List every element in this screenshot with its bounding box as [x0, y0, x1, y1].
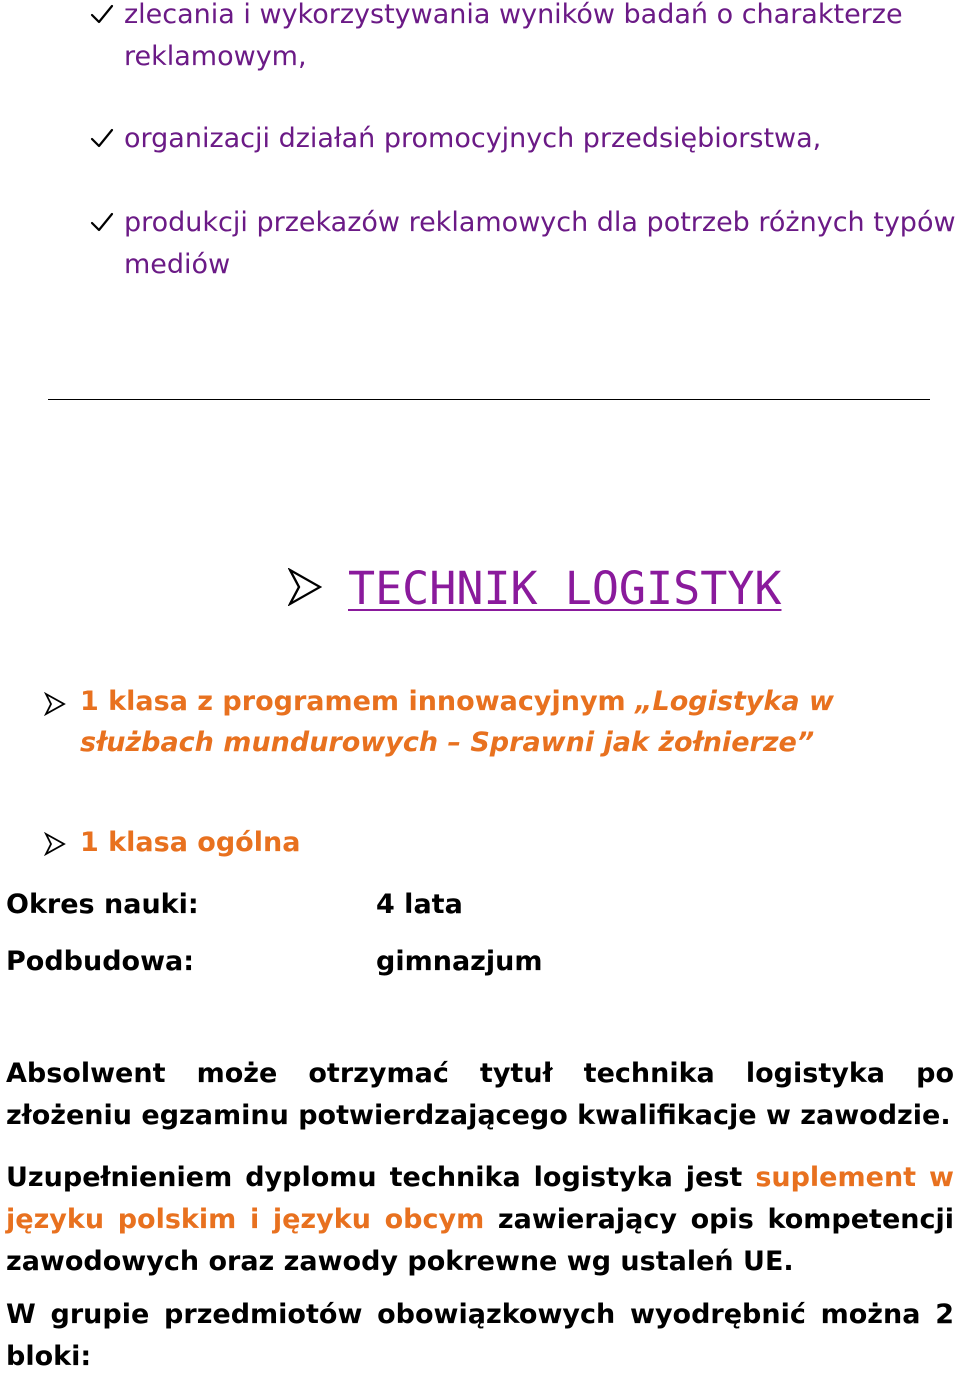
base-value: gimnazjum — [376, 946, 543, 977]
class-offer-program-name: „Logistyka w służbach mundurowych – Sprawni jak żołnierze” — [80, 686, 834, 758]
list-item-text: zlecania i wykorzystywania wyników badań o charakterze reklamowym, — [124, 0, 903, 72]
class-offer-prefix: 1 klasa z programem innowacyjnym — [80, 686, 636, 717]
base-label: Podbudowa: — [6, 946, 195, 977]
class-offer-innovative — [80, 681, 940, 763]
duration-value: 4 lata — [376, 889, 463, 920]
arrowhead-icon — [44, 692, 66, 716]
list-item-text: organizacji działań promocyjnych przedsiębiorstwa, — [124, 123, 822, 154]
check-icon — [90, 126, 114, 150]
arrowhead-icon — [44, 832, 66, 856]
duration-label: Okres nauki: — [6, 889, 199, 920]
subjects-paragraph: W grupie przedmiotów obowiązkowych wyodrębnić można 2 bloki: — [6, 1299, 954, 1372]
class-offer-general: 1 klasa ogólna — [80, 827, 301, 858]
supplement-paragraph — [6, 1157, 954, 1283]
supplement-text-start: Uzupełnieniem dyplomu technika logistyka jest — [6, 1162, 756, 1193]
section-title: TECHNIK LOGISTYK — [348, 562, 782, 615]
arrowhead-icon — [288, 568, 322, 606]
graduate-paragraph: Absolwent może otrzymać tytuł technika logistyka po złożeniu egzaminu potwierdzającego kwalifikacje w zawodzie. — [6, 1058, 954, 1131]
check-icon — [90, 210, 114, 234]
check-icon — [90, 2, 114, 26]
divider — [48, 399, 930, 400]
supplement-highlight: suplement w języku polskim i języku obcym — [6, 1162, 954, 1235]
list-item-text: produkcji przekazów reklamowych dla potrzeb różnych typów mediów — [124, 207, 956, 280]
supplement-text-end: zawierający opis kompetencji zawodowych oraz zawody pokrewne wg ustaleń UE. — [6, 1204, 954, 1277]
